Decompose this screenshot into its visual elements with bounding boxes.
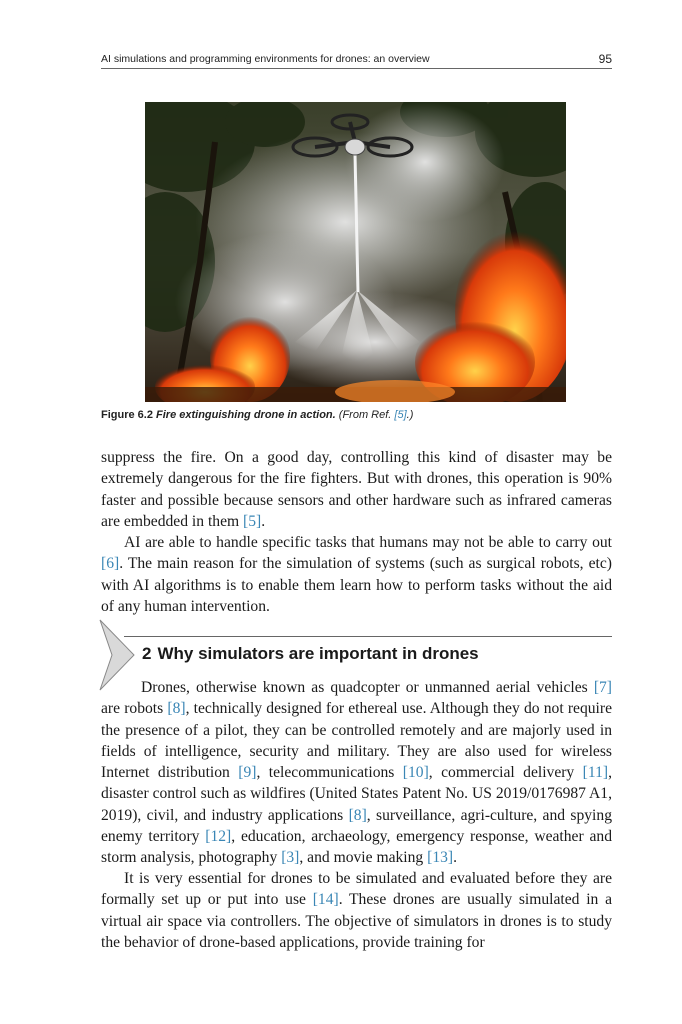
ref-link[interactable]: [8] bbox=[167, 700, 186, 718]
text-run: AI are able to handle specific tasks that humans may not be able to carry out bbox=[124, 534, 612, 551]
text-run: are robots bbox=[101, 700, 168, 718]
paragraph bbox=[101, 447, 612, 532]
page-number: 95 bbox=[598, 52, 612, 66]
ref-link[interactable]: [5] bbox=[394, 409, 407, 421]
text-run: , education, archaeology, emergency response, weather and storm analysis, photography bbox=[101, 828, 612, 867]
figure-label: Figure 6.2 bbox=[101, 409, 153, 421]
text-run: Drones, otherwise known as quadcopter or unmanned aerial vehicles bbox=[141, 679, 594, 696]
text-run: It is very essential for drones to be simulated and evaluated before they are formally set up or put into use bbox=[101, 870, 612, 909]
text-run: , technically designed for ethereal use. Although they do not require the presence of a pilot, they can be controlled remotely and are majorly used in fields of intelligence, security and military. They are also used for wireless Internet distribution bbox=[101, 700, 612, 782]
text-run: , surveillance, agri-culture, and spying enemy territory bbox=[101, 806, 612, 846]
text-run: . The main reason for the simulation of systems (such as surgical robots, etc) with AI algorithms is to enable them learn how to perform tasks without the aid of any human intervention. bbox=[101, 555, 612, 615]
ref-link[interactable]: [10] bbox=[402, 764, 429, 782]
text-run: , telecommunications bbox=[256, 764, 403, 782]
ref-link[interactable]: [11] bbox=[582, 764, 609, 782]
ref-link[interactable]: [7] bbox=[593, 679, 612, 696]
text-run: . bbox=[261, 512, 266, 530]
section-heading bbox=[142, 644, 479, 664]
paragraph bbox=[101, 868, 612, 953]
source-prefix: (From Ref. bbox=[338, 409, 395, 421]
ref-link[interactable]: [5] bbox=[243, 512, 262, 530]
figure-image bbox=[145, 102, 566, 402]
ref-link[interactable]: [6] bbox=[101, 555, 120, 573]
ref-link[interactable]: [9] bbox=[238, 764, 257, 782]
text-run: suppress the fire. On a good day, controlling this kind of disaster may be extremely dangerous for the fire fighters. But with drones, this operation is 90% faster and possible because sensors and other hardware such as infrared cameras are embedded in them bbox=[101, 449, 612, 530]
source-suffix: .) bbox=[406, 409, 414, 421]
figure-caption bbox=[101, 408, 612, 422]
section-number: 2 bbox=[142, 644, 152, 663]
ref-link[interactable]: [8] bbox=[348, 806, 367, 824]
section-title: Why simulators are important in drones bbox=[157, 644, 479, 663]
ref-link[interactable]: [3] bbox=[281, 849, 300, 867]
paragraph bbox=[101, 677, 612, 869]
figure-source bbox=[339, 409, 414, 421]
section-rule bbox=[124, 636, 612, 637]
ref-link[interactable]: [12] bbox=[205, 828, 232, 846]
paragraph bbox=[101, 532, 612, 617]
running-head bbox=[101, 52, 612, 69]
text-run: . bbox=[453, 849, 458, 867]
text-run: , commercial delivery bbox=[428, 764, 583, 782]
ref-link[interactable]: [13] bbox=[427, 849, 454, 867]
text-run: , disaster control such as wildfires (United States Patent No. US 2019/0176987 A1, 2019), civil, and industry applications bbox=[101, 764, 612, 824]
running-title: AI simulations and programming environments for drones: an overview bbox=[101, 53, 430, 65]
ref-link[interactable]: [14] bbox=[312, 891, 339, 909]
text-run: . These drones are usually simulated in a virtual air space via controllers. The objective of simulators in drones is to study the behavior of drone-based applications, provide training for bbox=[101, 891, 612, 951]
text-run: , and movie making bbox=[299, 849, 428, 867]
figure-title: Fire extinguishing drone in action. bbox=[156, 409, 336, 421]
